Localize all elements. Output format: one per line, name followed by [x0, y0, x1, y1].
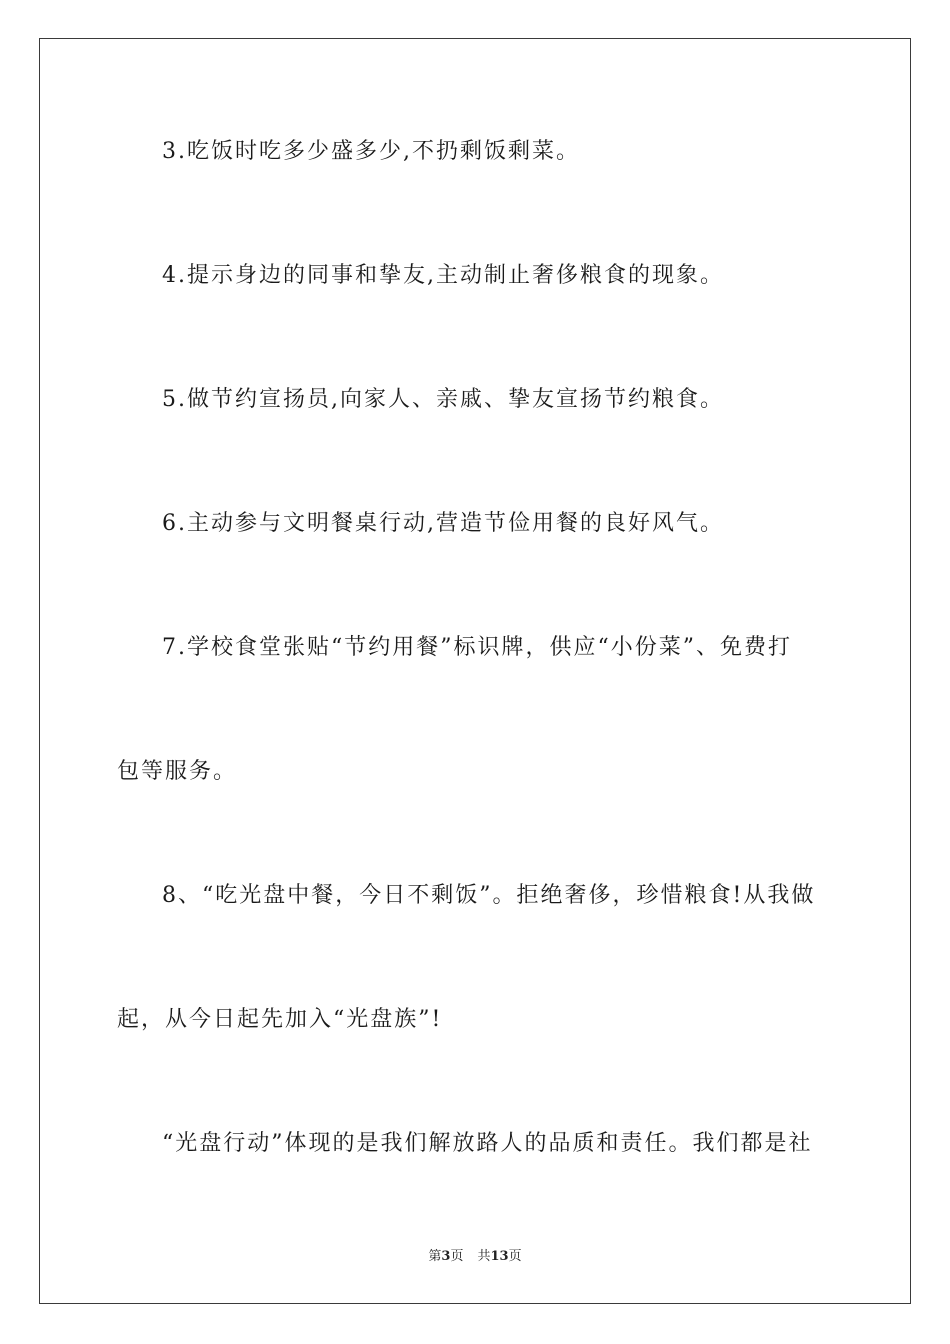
paragraph-line: “光盘行动”体现的是我们解放路人的品质和责任。我们都是社	[162, 1131, 813, 1156]
page-frame	[39, 38, 911, 1304]
total-pages: 13	[490, 1249, 509, 1264]
page-footer	[0, 1248, 950, 1266]
paragraph-line: 包等服务。	[117, 759, 238, 784]
paragraph-line: 7.学校食堂张贴“节约用餐”标识牌，供应“小份菜”、免费打	[162, 635, 792, 660]
paragraph-line: 6.主动参与文明餐桌行动,营造节俭用餐的良好风气。	[162, 511, 724, 536]
page-number: 3	[441, 1249, 451, 1264]
page-number-prefix: 第	[428, 1249, 442, 1264]
total-pages-suffix: 页	[508, 1249, 522, 1264]
paragraph-line: 3.吃饭时吃多少盛多少,不扔剩饭剩菜。	[162, 139, 580, 164]
paragraph-line: 8、“吃光盘中餐，今日不剩饭”。拒绝奢侈，珍惜粮食!从我做	[162, 883, 816, 908]
paragraph-line: 起，从今日起先加入“光盘族”!	[117, 1007, 443, 1032]
paragraph-line: 4.提示身边的同事和挚友,主动制止奢侈粮食的现象。	[162, 263, 724, 288]
total-pages-prefix: 共	[477, 1249, 491, 1264]
page-number-suffix: 页	[450, 1249, 464, 1264]
paragraph-line: 5.做节约宣扬员,向家人、亲戚、挚友宣扬节约粮食。	[162, 387, 724, 412]
